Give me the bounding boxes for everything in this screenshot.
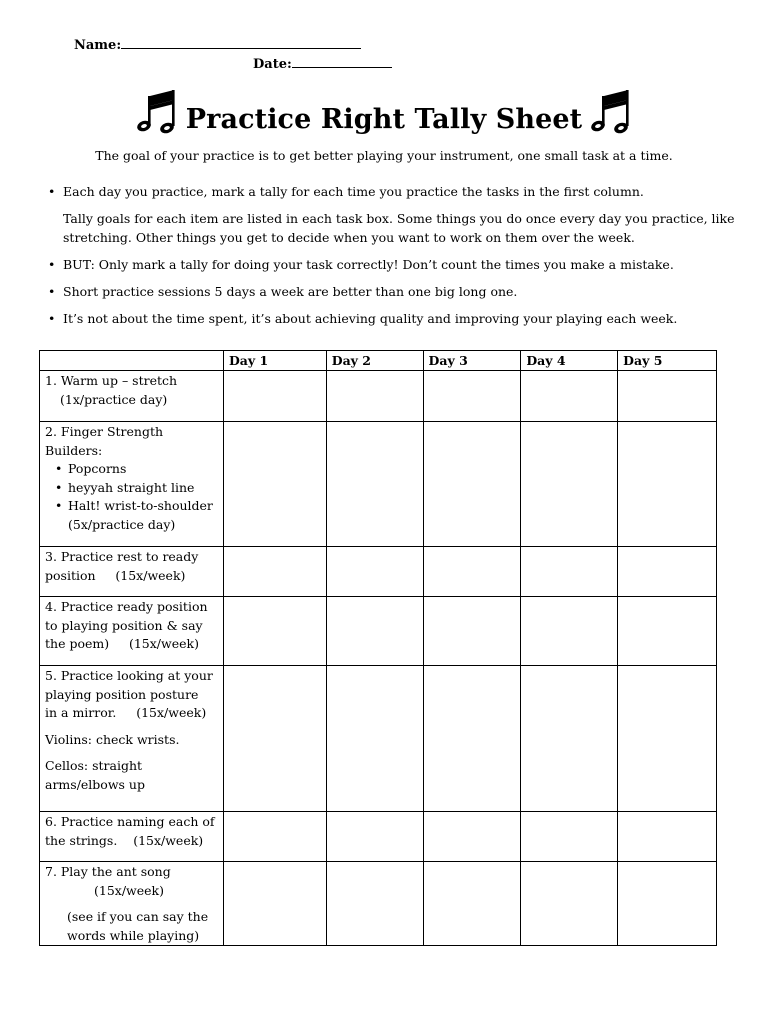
- day-header: Day 4: [521, 351, 618, 371]
- table-row: [40, 597, 717, 666]
- tally-cell[interactable]: [618, 371, 717, 422]
- instructions-list: [48, 182, 748, 336]
- page-title: Practice Right Tally Sheet: [185, 104, 583, 135]
- instruction-item: [48, 182, 748, 201]
- list-item: • Halt! wrist-to-shoulder: [45, 497, 218, 516]
- task-text: playing position posture: [45, 686, 199, 702]
- tally-cell[interactable]: [618, 862, 717, 946]
- table-row: [40, 422, 717, 547]
- instruction-item: [48, 282, 748, 301]
- task-cell: [40, 371, 224, 422]
- bullet-dot-icon: •: [48, 311, 56, 326]
- tally-cell[interactable]: [521, 862, 618, 946]
- list-item: • heyyah straight line: [45, 479, 218, 498]
- tally-cell[interactable]: [618, 597, 717, 666]
- tally-cell[interactable]: [223, 371, 326, 422]
- goal-text: The goal of your practice is to get better playing your instrument, one small task at a time.: [95, 148, 673, 163]
- tally-cell[interactable]: [223, 597, 326, 666]
- task-text: 1. Warm up – stretch: [45, 373, 178, 388]
- instruction-item: [48, 255, 748, 274]
- tally-table: [39, 350, 717, 946]
- tally-cell[interactable]: [326, 547, 423, 597]
- tally-cell[interactable]: [521, 371, 618, 422]
- list-item: • Popcorns: [45, 460, 218, 479]
- instruction-text: Each day you practice, mark a tally for each time you practice the tasks in the first column.: [63, 184, 644, 199]
- task-note: Cellos: straight: [45, 758, 143, 773]
- task-goal: position (15x/week): [45, 567, 186, 583]
- day-header: Day 3: [423, 351, 521, 371]
- task-text: Builders:: [45, 442, 103, 458]
- task-note: arms/elbows up: [45, 776, 145, 792]
- task-goal: (15x/week): [94, 882, 164, 898]
- name-label: Name:: [74, 38, 122, 53]
- tally-cell[interactable]: [423, 666, 521, 812]
- instruction-text: Short practice sessions 5 days a week are better than one big long one.: [63, 284, 518, 299]
- tally-cell[interactable]: [223, 547, 326, 597]
- name-field[interactable]: [74, 36, 361, 53]
- task-text: 3. Practice rest to ready: [45, 549, 199, 564]
- task-goal: (5x/practice day): [68, 516, 176, 532]
- day-header: Day 5: [618, 351, 717, 371]
- task-text: 5. Practice looking at your: [45, 668, 213, 683]
- tally-cell[interactable]: [326, 666, 423, 812]
- instruction-text: BUT: Only mark a tally for doing your task correctly! Don’t count the times you make a mistake.: [63, 257, 674, 272]
- tally-cell[interactable]: [223, 666, 326, 812]
- tally-cell[interactable]: [521, 422, 618, 547]
- name-blank-line[interactable]: [121, 36, 361, 49]
- tally-cell[interactable]: [223, 422, 326, 547]
- music-note-icon: [590, 86, 634, 138]
- table-row: [40, 371, 717, 422]
- instruction-text: It’s not about the time spent, it’s about achieving quality and improving your playing each week.: [63, 311, 678, 326]
- task-goal: the strings. (15x/week): [45, 832, 204, 848]
- tally-cell[interactable]: [618, 422, 717, 547]
- tally-cell[interactable]: [618, 666, 717, 812]
- task-text: 6. Practice naming each of: [45, 814, 215, 829]
- task-column-header: [40, 351, 224, 371]
- instruction-paragraph: Tally goals for each item are listed in each task box. Some things you do once every day you practice, like stretching. Other things you get to decide when you want to work on them over the week.: [63, 211, 735, 245]
- day-header: Day 1: [223, 351, 326, 371]
- tally-cell[interactable]: [326, 422, 423, 547]
- table-header-row: [40, 351, 717, 371]
- task-text: to playing position & say: [45, 617, 203, 633]
- tally-cell[interactable]: [423, 862, 521, 946]
- bullet-dot-icon: •: [48, 257, 56, 272]
- tally-cell[interactable]: [326, 597, 423, 666]
- task-cell: [40, 597, 224, 666]
- tally-cell[interactable]: [223, 862, 326, 946]
- date-blank-line[interactable]: [292, 55, 392, 68]
- tally-cell[interactable]: [223, 812, 326, 862]
- table-row: [40, 812, 717, 862]
- task-note: words while playing): [67, 927, 200, 943]
- tally-cell[interactable]: [521, 597, 618, 666]
- task-goal: (1x/practice day): [60, 391, 168, 407]
- task-text: 7. Play the ant song: [45, 864, 171, 879]
- tally-cell[interactable]: [423, 422, 521, 547]
- task-note: Violins: check wrists.: [45, 731, 180, 747]
- tally-cell[interactable]: [423, 812, 521, 862]
- task-cell: [40, 862, 224, 946]
- bullet-dot-icon: •: [48, 284, 56, 299]
- task-cell: [40, 666, 224, 812]
- date-field[interactable]: [253, 55, 392, 72]
- tally-cell[interactable]: [521, 666, 618, 812]
- tally-cell[interactable]: [326, 862, 423, 946]
- table-row: [40, 862, 717, 946]
- instruction-item: [48, 309, 748, 328]
- day-header: Day 2: [326, 351, 423, 371]
- subtask-list: [45, 460, 218, 516]
- task-cell: [40, 422, 224, 547]
- tally-cell[interactable]: [521, 547, 618, 597]
- task-text: 4. Practice ready position: [45, 599, 208, 614]
- tally-cell[interactable]: [618, 812, 717, 862]
- tally-cell[interactable]: [423, 371, 521, 422]
- tally-cell[interactable]: [423, 597, 521, 666]
- task-note: (see if you can say the: [67, 909, 209, 924]
- tally-cell[interactable]: [326, 371, 423, 422]
- tally-cell[interactable]: [423, 547, 521, 597]
- table-row: [40, 547, 717, 597]
- bullet-dot-icon: •: [48, 184, 56, 199]
- task-cell: [40, 547, 224, 597]
- task-goal: the poem) (15x/week): [45, 636, 199, 651]
- task-cell: [40, 812, 224, 862]
- tally-cell[interactable]: [521, 812, 618, 862]
- tally-cell[interactable]: [326, 812, 423, 862]
- table-row: [40, 666, 717, 812]
- task-text: 2. Finger Strength: [45, 424, 164, 439]
- task-goal: in a mirror. (15x/week): [45, 705, 207, 720]
- date-label: Date:: [253, 57, 292, 72]
- tally-cell[interactable]: [618, 547, 717, 597]
